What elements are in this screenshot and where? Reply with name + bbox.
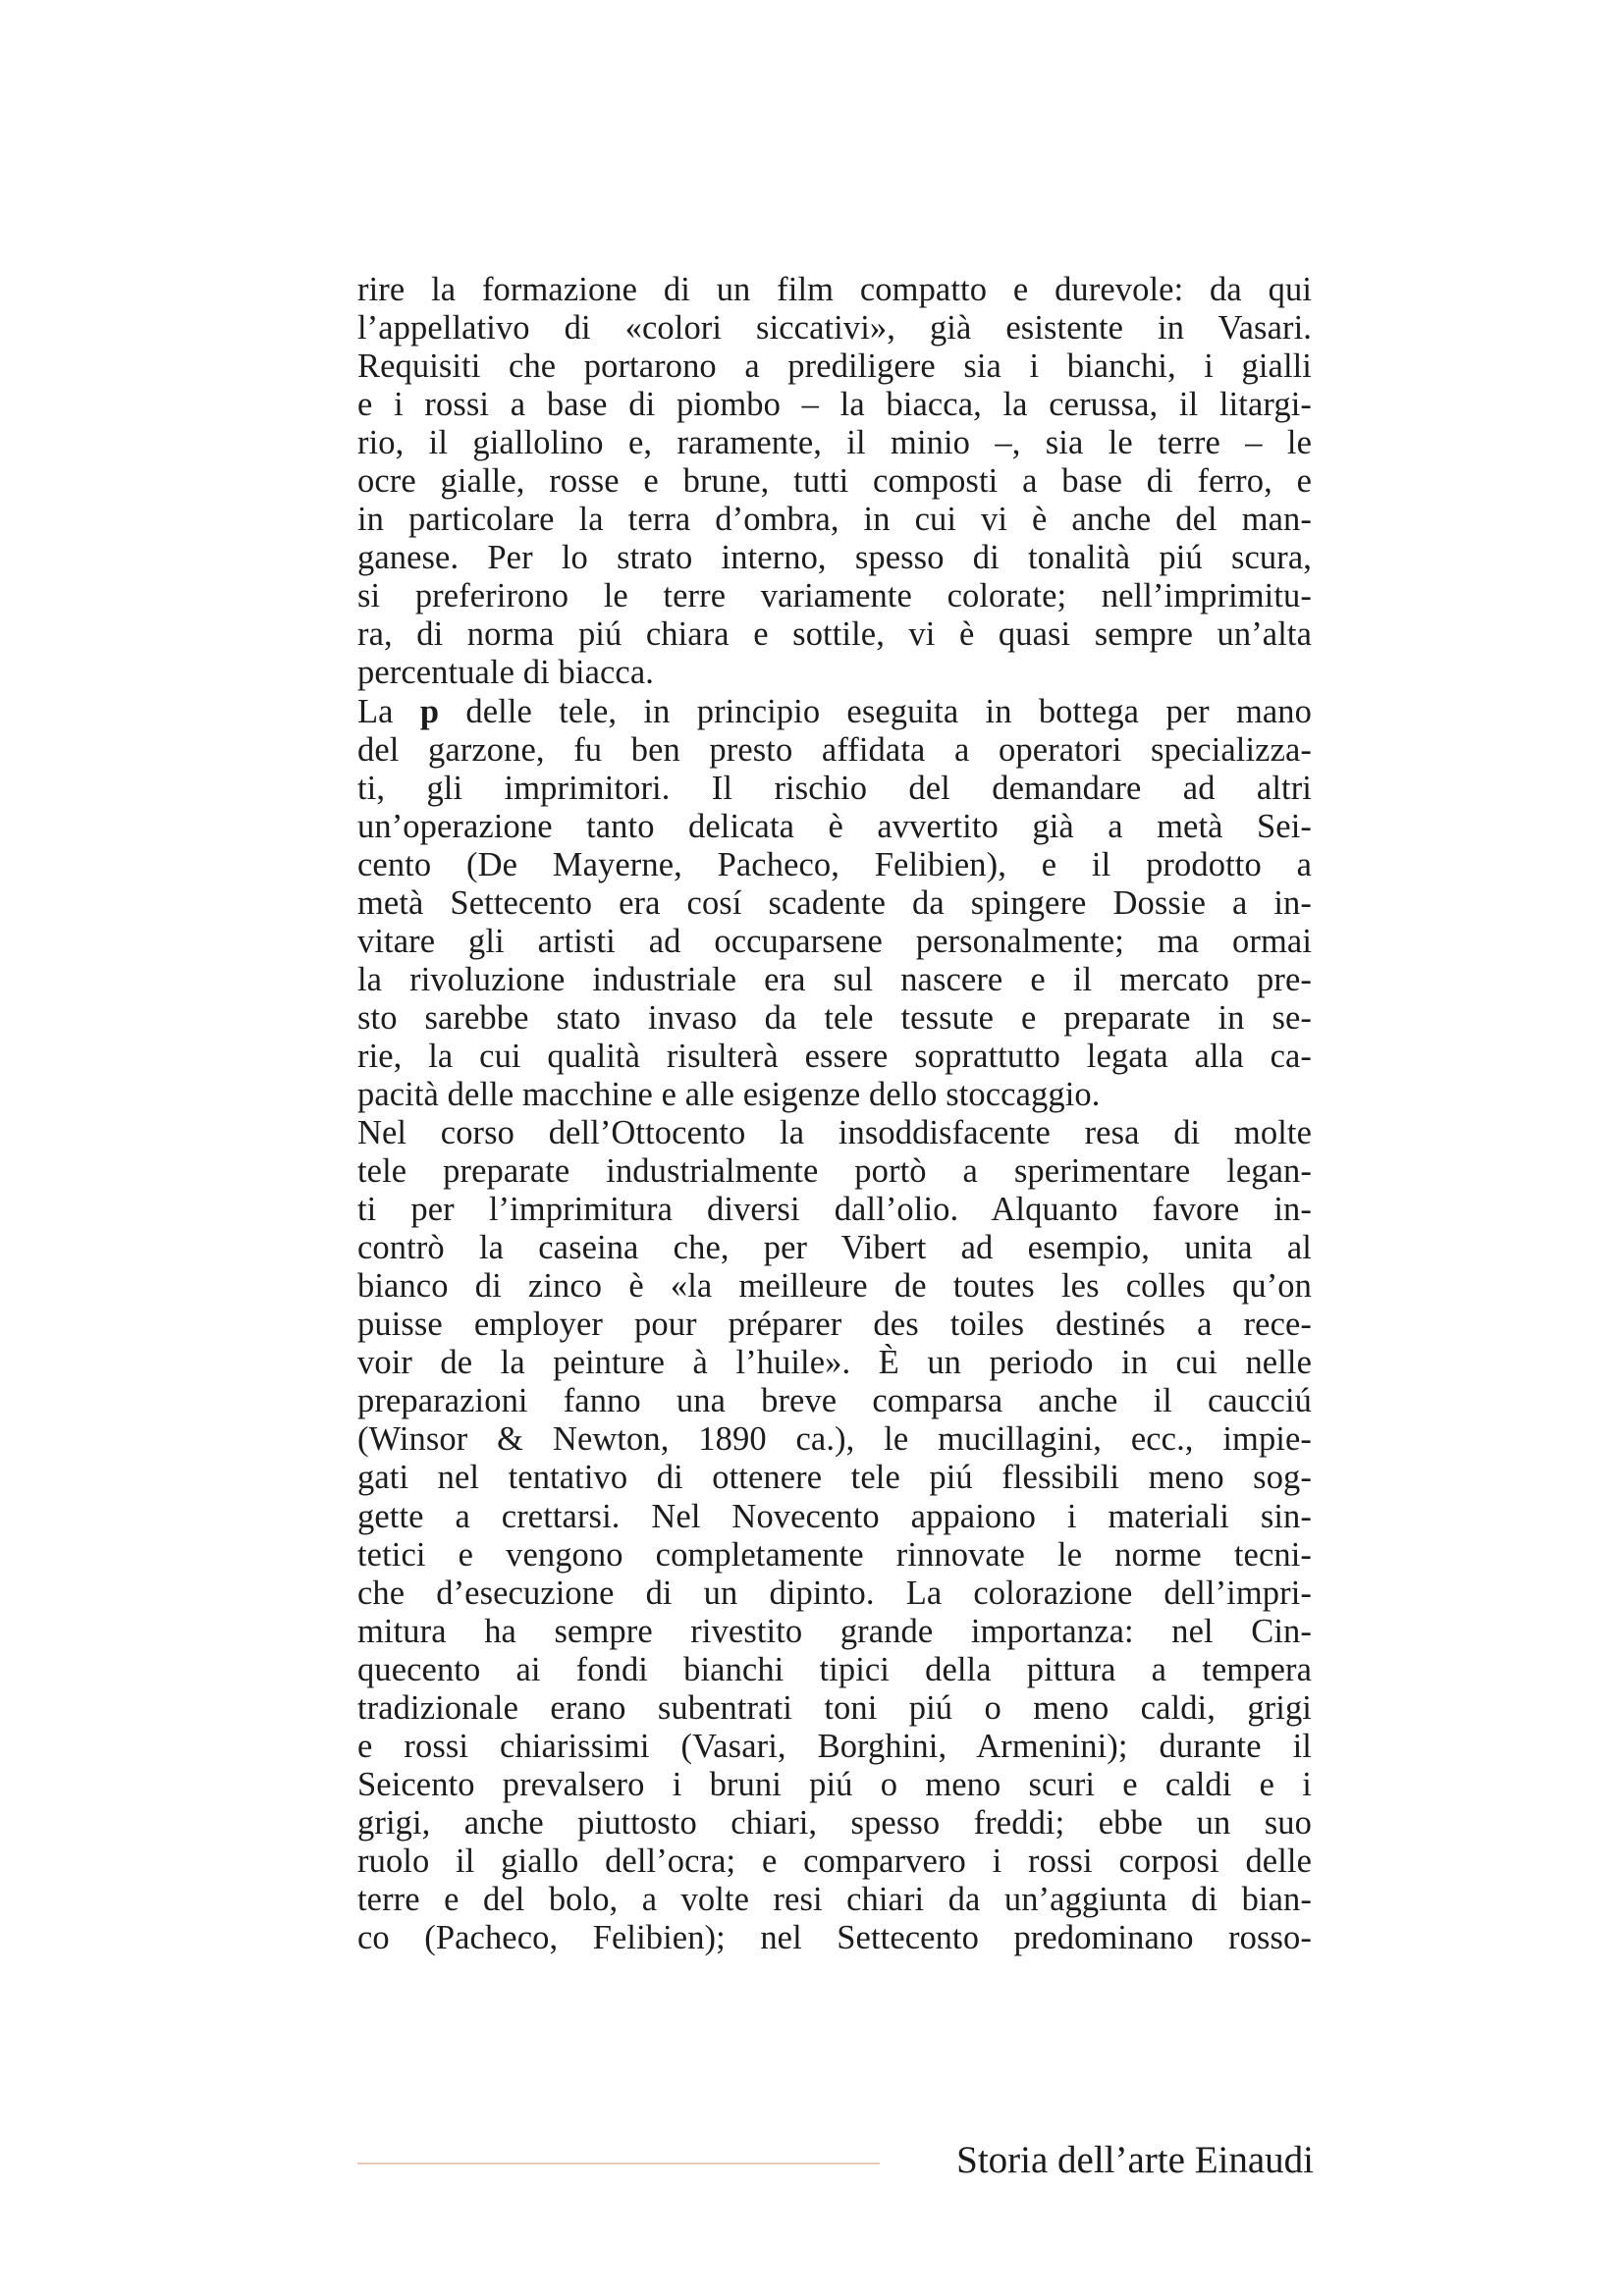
text-line: in particolare la terra d’ombra, in cui vi è anche del man- — [357, 501, 1312, 539]
body-text — [357, 271, 1312, 1957]
text-line: percentuale di biacca. — [357, 654, 654, 692]
text-line: (Winsor & Newton, 1890 ca.), le mucillagini, ecc., impie- — [357, 1420, 1312, 1459]
text-line: terre e del bolo, a volte resi chiari da un’aggiunta di bian- — [357, 1880, 1312, 1918]
text-line: ruolo il giallo dell’ocra; e comparvero i rossi corposi delle — [357, 1842, 1312, 1880]
text-line: quecento ai fondi bianchi tipici della pittura a tempera — [357, 1650, 1312, 1688]
text-line: puisse employer pour préparer des toiles destinés a rece- — [357, 1306, 1312, 1344]
text-line: tele preparate industrialmente portò a sperimentare legan- — [357, 1152, 1312, 1191]
footer-divider — [357, 2163, 880, 2164]
text-line: ganese. Per lo strato interno, spesso di tonalità piú scura, — [357, 539, 1312, 577]
entry-initial-bold: p — [419, 692, 440, 730]
text-line: ocre gialle, rosse e brune, tutti composti a base di ferro, e — [357, 462, 1312, 501]
text-line: Seicento prevalsero i bruni piú o meno scuri e caldi e i — [357, 1765, 1312, 1803]
text-line: sto sarebbe stato invaso da tele tessute e preparate in se- — [357, 998, 1312, 1037]
text-line: rie, la cui qualità risulterà essere soprattutto legata alla ca- — [357, 1037, 1312, 1075]
text-line: preparazioni fanno una breve comparsa anche il caucciú — [357, 1382, 1312, 1420]
text-line: contrò la caseina che, per Vibert ad esempio, unita al — [357, 1229, 1312, 1267]
text-fragment: delle tele, in principio eseguita in bottega per mano — [439, 692, 1313, 730]
text-line: e i rossi a base di piombo – la biacca, la cerussa, il litargi- — [357, 386, 1312, 424]
text-line: tetici e vengono completamente rinnovate le norme tecni- — [357, 1535, 1312, 1574]
text-line: co (Pacheco, Felibien); nel Settecento predominano rosso- — [357, 1919, 1312, 1957]
text-line: gette a crettarsi. Nel Novecento appaiono i materiali sin- — [357, 1497, 1312, 1535]
text-line: si preferirono le terre variamente colorate; nell’imprimitu- — [357, 577, 1312, 615]
footer-publication-title: Storia dell’arte Einaudi — [956, 2139, 1314, 2181]
text-line: la rivoluzione industriale era sul nascere e il mercato pre- — [357, 960, 1312, 998]
text-line: rio, il giallolino e, raramente, il minio –, sia le terre – le — [357, 424, 1312, 462]
text-line: pacità delle macchine e alle esigenze dello stoccaggio. — [357, 1075, 1101, 1113]
text-line: ti, gli imprimitori. Il rischio del demandare ad altri — [357, 769, 1312, 807]
text-line: Requisiti che portarono a prediligere sia i bianchi, i gialli — [357, 347, 1312, 386]
text-line: e rossi chiarissimi (Vasari, Borghini, Armenini); durante il — [357, 1727, 1312, 1765]
text-line: gati nel tentativo di ottenere tele piú flessibili meno sog- — [357, 1459, 1312, 1497]
text-line: rire la formazione di un film compatto e durevole: da qui — [357, 271, 1312, 308]
text-line: cento (De Mayerne, Pacheco, Felibien), e il prodotto a — [357, 845, 1312, 883]
text-line-with-bold-entry — [357, 693, 1312, 731]
text-line: grigi, anche piuttosto chiari, spesso freddi; ebbe un suo — [357, 1803, 1312, 1842]
text-line: voir de la peinture à l’huile». È un periodo in cui nelle — [357, 1344, 1312, 1382]
text-line: tradizionale erano subentrati toni piú o meno caldi, grigi — [357, 1688, 1312, 1727]
text-line: ti per l’imprimitura diversi dall’olio. Alquanto favore in- — [357, 1191, 1312, 1229]
text-line: che d’esecuzione di un dipinto. La colorazione dell’impri- — [357, 1574, 1312, 1612]
text-line: un’operazione tanto delicata è avvertito già a metà Sei- — [357, 807, 1312, 845]
text-line: ra, di norma piú chiara e sottile, vi è quasi sempre un’alta — [357, 615, 1312, 654]
text-fragment: La — [357, 692, 420, 730]
text-line: bianco di zinco è «la meilleure de toutes les colles qu’on — [357, 1267, 1312, 1306]
text-line: del garzone, fu ben presto affidata a operatori specializza- — [357, 730, 1312, 769]
text-line: l’appellativo di «colori siccativi», già esistente in Vasari. — [357, 309, 1312, 347]
text-line: mitura ha sempre rivestito grande importanza: nel Cin- — [357, 1612, 1312, 1650]
text-line: Nel corso dell’Ottocento la insoddisfacente resa di molte — [357, 1114, 1312, 1152]
text-line: metà Settecento era cosí scadente da spingere Dossie a in- — [357, 883, 1312, 922]
text-line: vitare gli artisti ad occuparsene personalmente; ma ormai — [357, 922, 1312, 960]
